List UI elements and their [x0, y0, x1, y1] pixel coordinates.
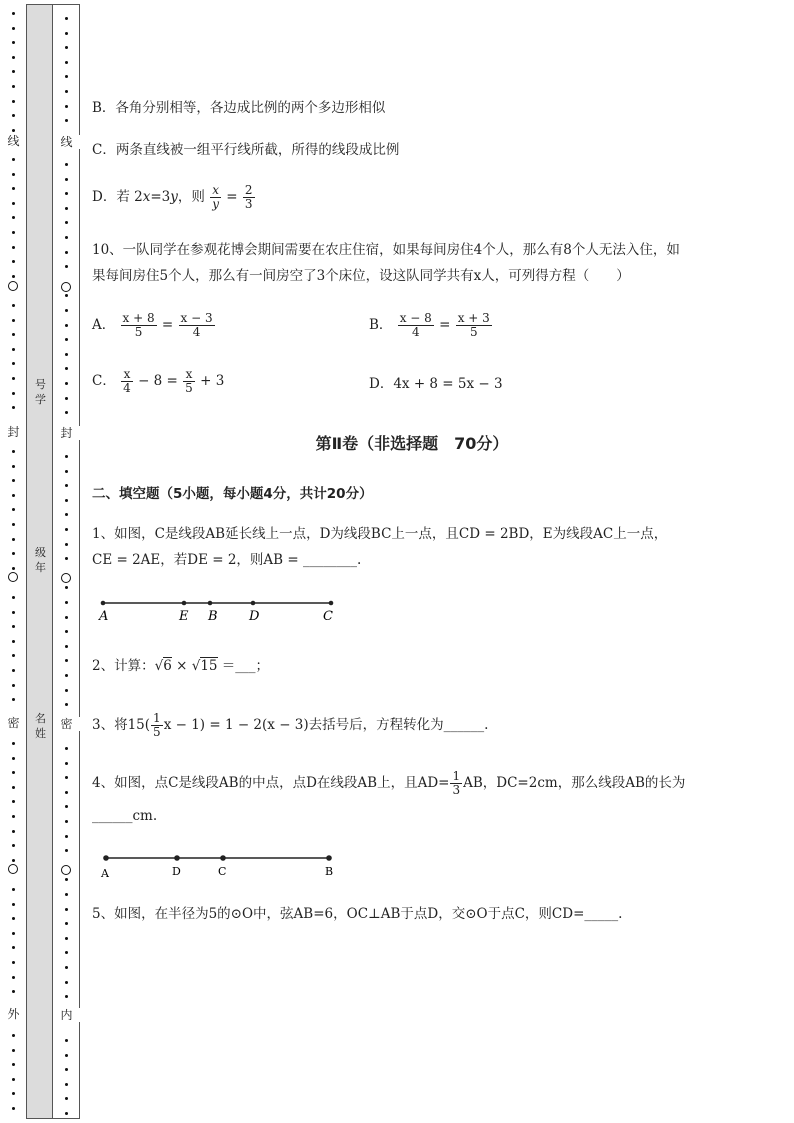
margin-dot [65, 762, 68, 765]
point-label-a: A [101, 867, 109, 880]
outer-dot-column [0, 0, 27, 1123]
q10-stem-line1: 10、一队同学在参观花博会期间需要在农庄住宿，如果每间房住4个人，那么有8个人无法入住，如 [92, 242, 680, 258]
binding-margin-outer [0, 0, 26, 1123]
margin-dot [65, 922, 68, 925]
margin-ring [61, 865, 71, 875]
margin-dot [65, 703, 68, 706]
margin-dot [12, 567, 15, 570]
margin-dot [65, 265, 68, 268]
margin-dot [65, 105, 68, 108]
margin-dot [65, 543, 68, 546]
margin-dot [12, 844, 15, 847]
margin-dot [65, 1068, 68, 1071]
q4-stem-line1: 4、如图，点C是线段AB的中点，点D在线段AB上，且AD= $\frac{1}{3}$ AB，DC=2cm，那么线段AB的长为 [92, 769, 686, 797]
margin-dot [12, 611, 15, 614]
margin-dot [65, 470, 68, 473]
margin-dot [12, 304, 15, 307]
margin-dot [12, 596, 15, 599]
margin-dot [12, 114, 15, 117]
margin-dot [12, 362, 15, 365]
q10-option-a: A． $\frac{x + 8}{5}$ = $\frac{x - 3}{4}$ [92, 311, 213, 339]
margin-dot [65, 207, 68, 210]
field-grade: 级年 [35, 546, 46, 574]
sqrt-symbol: √ [154, 658, 164, 674]
margin-dot [65, 17, 68, 20]
margin-dot [12, 56, 15, 59]
q9-option-b: B．各角分别相等，各边成比例的两个多边形相似 [92, 100, 386, 116]
margin-dot [12, 1034, 15, 1037]
margin-dot [65, 236, 68, 239]
margin-dot [12, 771, 15, 774]
q10-stem-line2: 果每间房住5个人，那么有一间房空了3个床位，设这队同学共有x人，可列得方程（ ） [92, 268, 630, 284]
margin-dot [12, 859, 15, 862]
q3-stem: 3、将15( $\frac{1}{5}$ x − 1) = 1 − 2(x − 3)去括号后，方程转化为______. [92, 711, 489, 739]
outer-char-xian: 线 [0, 134, 27, 148]
fraction: $\frac{x}{y}$ [212, 183, 219, 211]
margin-dot [12, 1063, 15, 1066]
margin-dot [12, 1078, 15, 1081]
margin-dot [65, 163, 68, 166]
margin-dot [12, 100, 15, 103]
margin-dot [65, 586, 68, 589]
outer-char-mi: 密 [0, 716, 27, 730]
q4-stem-line2: ______cm. [92, 808, 158, 824]
margin-dot [12, 654, 15, 657]
margin-dot [12, 275, 15, 278]
margin-dot [65, 878, 68, 881]
margin-dot [12, 1049, 15, 1052]
margin-dot [12, 392, 15, 395]
margin-ring [8, 572, 18, 582]
margin-dot [12, 41, 15, 44]
margin-dot [65, 192, 68, 195]
margin-dot [12, 85, 15, 88]
q10-option-b: B． $\frac{x - 8}{4}$ = $\frac{x + 3}{5}$ [369, 311, 490, 339]
margin-dot [65, 659, 68, 662]
margin-dot [65, 411, 68, 414]
inner-char-feng: 封 [53, 426, 80, 440]
margin-dot [65, 251, 68, 254]
margin-dot [65, 455, 68, 458]
margin-dot [65, 835, 68, 838]
margin-ring [61, 573, 71, 583]
margin-dot [65, 689, 68, 692]
margin-dot [65, 484, 68, 487]
margin-dot [12, 990, 15, 993]
margin-dot [65, 937, 68, 940]
binding-margin-inner [53, 4, 80, 1119]
margin-ring [8, 864, 18, 874]
margin-dot [65, 893, 68, 896]
margin-dot [12, 742, 15, 745]
margin-dot [65, 324, 68, 327]
margin-dot [12, 465, 15, 468]
inner-char-nei: 内 [53, 1008, 80, 1022]
q4-segment-figure [98, 850, 348, 880]
margin-dot [65, 90, 68, 93]
margin-dot [12, 27, 15, 30]
inner-char-xian: 线 [53, 135, 80, 149]
margin-dot [12, 538, 15, 541]
margin-dot [12, 698, 15, 701]
point-label-c: C [323, 609, 333, 624]
margin-dot [65, 397, 68, 400]
margin-dot [12, 479, 15, 482]
margin-dot [65, 849, 68, 852]
margin-dot [65, 1083, 68, 1086]
margin-dot [65, 1054, 68, 1057]
margin-dot [65, 353, 68, 356]
margin-dot [12, 640, 15, 643]
margin-dot [12, 70, 15, 73]
margin-dot [12, 903, 15, 906]
margin-dot [65, 601, 68, 604]
margin-dot [12, 202, 15, 205]
outer-char-wai: 外 [0, 1007, 27, 1021]
margin-dot [65, 1097, 68, 1100]
q10-option-c: C． $\frac{x}{4}$ − 8 = $\frac{x}{5}$ + 3 [92, 367, 225, 395]
margin-dot [65, 820, 68, 823]
margin-dot [12, 231, 15, 234]
margin-dot [12, 552, 15, 555]
margin-dot [12, 319, 15, 322]
margin-dot [65, 805, 68, 808]
margin-dot [65, 557, 68, 560]
q1-stem-line1: 1、如图，C是线段AB延长线上一点，D为线段BC上一点，且CD = 2BD，E为线段AC上一点， [92, 526, 668, 542]
margin-dot [12, 12, 15, 15]
part-title: 二、填空题（5小题，每小题4分，共计20分） [92, 486, 373, 502]
student-info-strip [26, 4, 53, 1119]
margin-dot [12, 976, 15, 979]
margin-dot [12, 888, 15, 891]
margin-dot [12, 625, 15, 628]
margin-dot [65, 1039, 68, 1042]
margin-dot [12, 129, 15, 132]
margin-dot [65, 309, 68, 312]
margin-dot [65, 791, 68, 794]
field-student-number: 号学 [35, 378, 46, 406]
margin-dot [12, 917, 15, 920]
q2-stem: 2、计算：√6 × √15 ＝___； [92, 658, 270, 674]
margin-dot [65, 747, 68, 750]
margin-dot [65, 951, 68, 954]
outer-char-feng: 封 [0, 425, 27, 439]
margin-dot [65, 908, 68, 911]
margin-dot [12, 246, 15, 249]
margin-dot [12, 932, 15, 935]
sqrt-symbol: √ [191, 658, 201, 674]
margin-ring [61, 282, 71, 292]
point-label-a: A [99, 609, 109, 624]
section-title: 第Ⅱ卷（非选择题 70分） [315, 434, 509, 453]
point-label-b: B [208, 609, 218, 624]
point-label-b: B [325, 865, 334, 878]
margin-dot [65, 367, 68, 370]
margin-ring [8, 281, 18, 291]
inner-char-mi: 密 [53, 717, 80, 731]
q1-stem-line2: CE = 2AE，若DE = 2，则AB = ________. [92, 552, 362, 568]
margin-dot [12, 1092, 15, 1095]
margin-dot [12, 946, 15, 949]
margin-dot [65, 32, 68, 35]
margin-dot [65, 119, 68, 122]
margin-dot [65, 61, 68, 64]
q10-option-d: D．4x + 8 = 5x − 3 [369, 376, 503, 392]
margin-dot [12, 961, 15, 964]
margin-dot [65, 1112, 68, 1115]
q5-stem: 5、如图，在半径为5的⊙O中，弦AB=6，OC⊥AB于点D，交⊙O于点C，则CD=_____. [92, 906, 623, 922]
point-label-c: C [218, 865, 227, 878]
margin-dot [12, 494, 15, 497]
point-label-d: D [249, 609, 260, 624]
margin-dot [12, 216, 15, 219]
margin-dot [65, 75, 68, 78]
margin-dot [65, 630, 68, 633]
margin-dot [12, 173, 15, 176]
margin-dot [65, 981, 68, 984]
margin-dot [12, 406, 15, 409]
inner-dot-column [53, 5, 80, 1118]
point-label-d: D [172, 865, 181, 878]
field-name: 名姓 [35, 712, 46, 740]
margin-dot [65, 294, 68, 297]
margin-dot [65, 674, 68, 677]
margin-dot [65, 382, 68, 385]
margin-dot [12, 1107, 15, 1110]
margin-dot [12, 158, 15, 161]
margin-dot [65, 616, 68, 619]
margin-dot [12, 786, 15, 789]
margin-dot [65, 966, 68, 969]
margin-dot [65, 499, 68, 502]
margin-dot [12, 333, 15, 336]
margin-dot [12, 757, 15, 760]
margin-dot [65, 776, 68, 779]
margin-dot [65, 995, 68, 998]
margin-dot [12, 508, 15, 511]
margin-dot [12, 348, 15, 351]
margin-dot [12, 450, 15, 453]
margin-dot [65, 46, 68, 49]
margin-dot [65, 645, 68, 648]
margin-dot [12, 377, 15, 380]
margin-dot [65, 528, 68, 531]
margin-dot [12, 815, 15, 818]
margin-dot [12, 684, 15, 687]
fraction: $\frac{2}{3}$ [244, 183, 253, 211]
margin-dot [65, 221, 68, 224]
q9-option-d: D．若 2x=3y，则 $\frac{x}{y}$ = $\frac{2}{3}$ [92, 183, 253, 211]
margin-dot [12, 187, 15, 190]
margin-dot [65, 513, 68, 516]
margin-dot [12, 260, 15, 263]
margin-dot [12, 830, 15, 833]
margin-dot [65, 178, 68, 181]
q1-segment-figure [96, 596, 346, 626]
point-label-e: E [179, 609, 189, 624]
margin-dot [12, 800, 15, 803]
margin-dot [12, 669, 15, 672]
margin-dot [12, 523, 15, 526]
q9-option-c: C．两条直线被一组平行线所截，所得的线段成比例 [92, 142, 400, 158]
margin-dot [65, 338, 68, 341]
